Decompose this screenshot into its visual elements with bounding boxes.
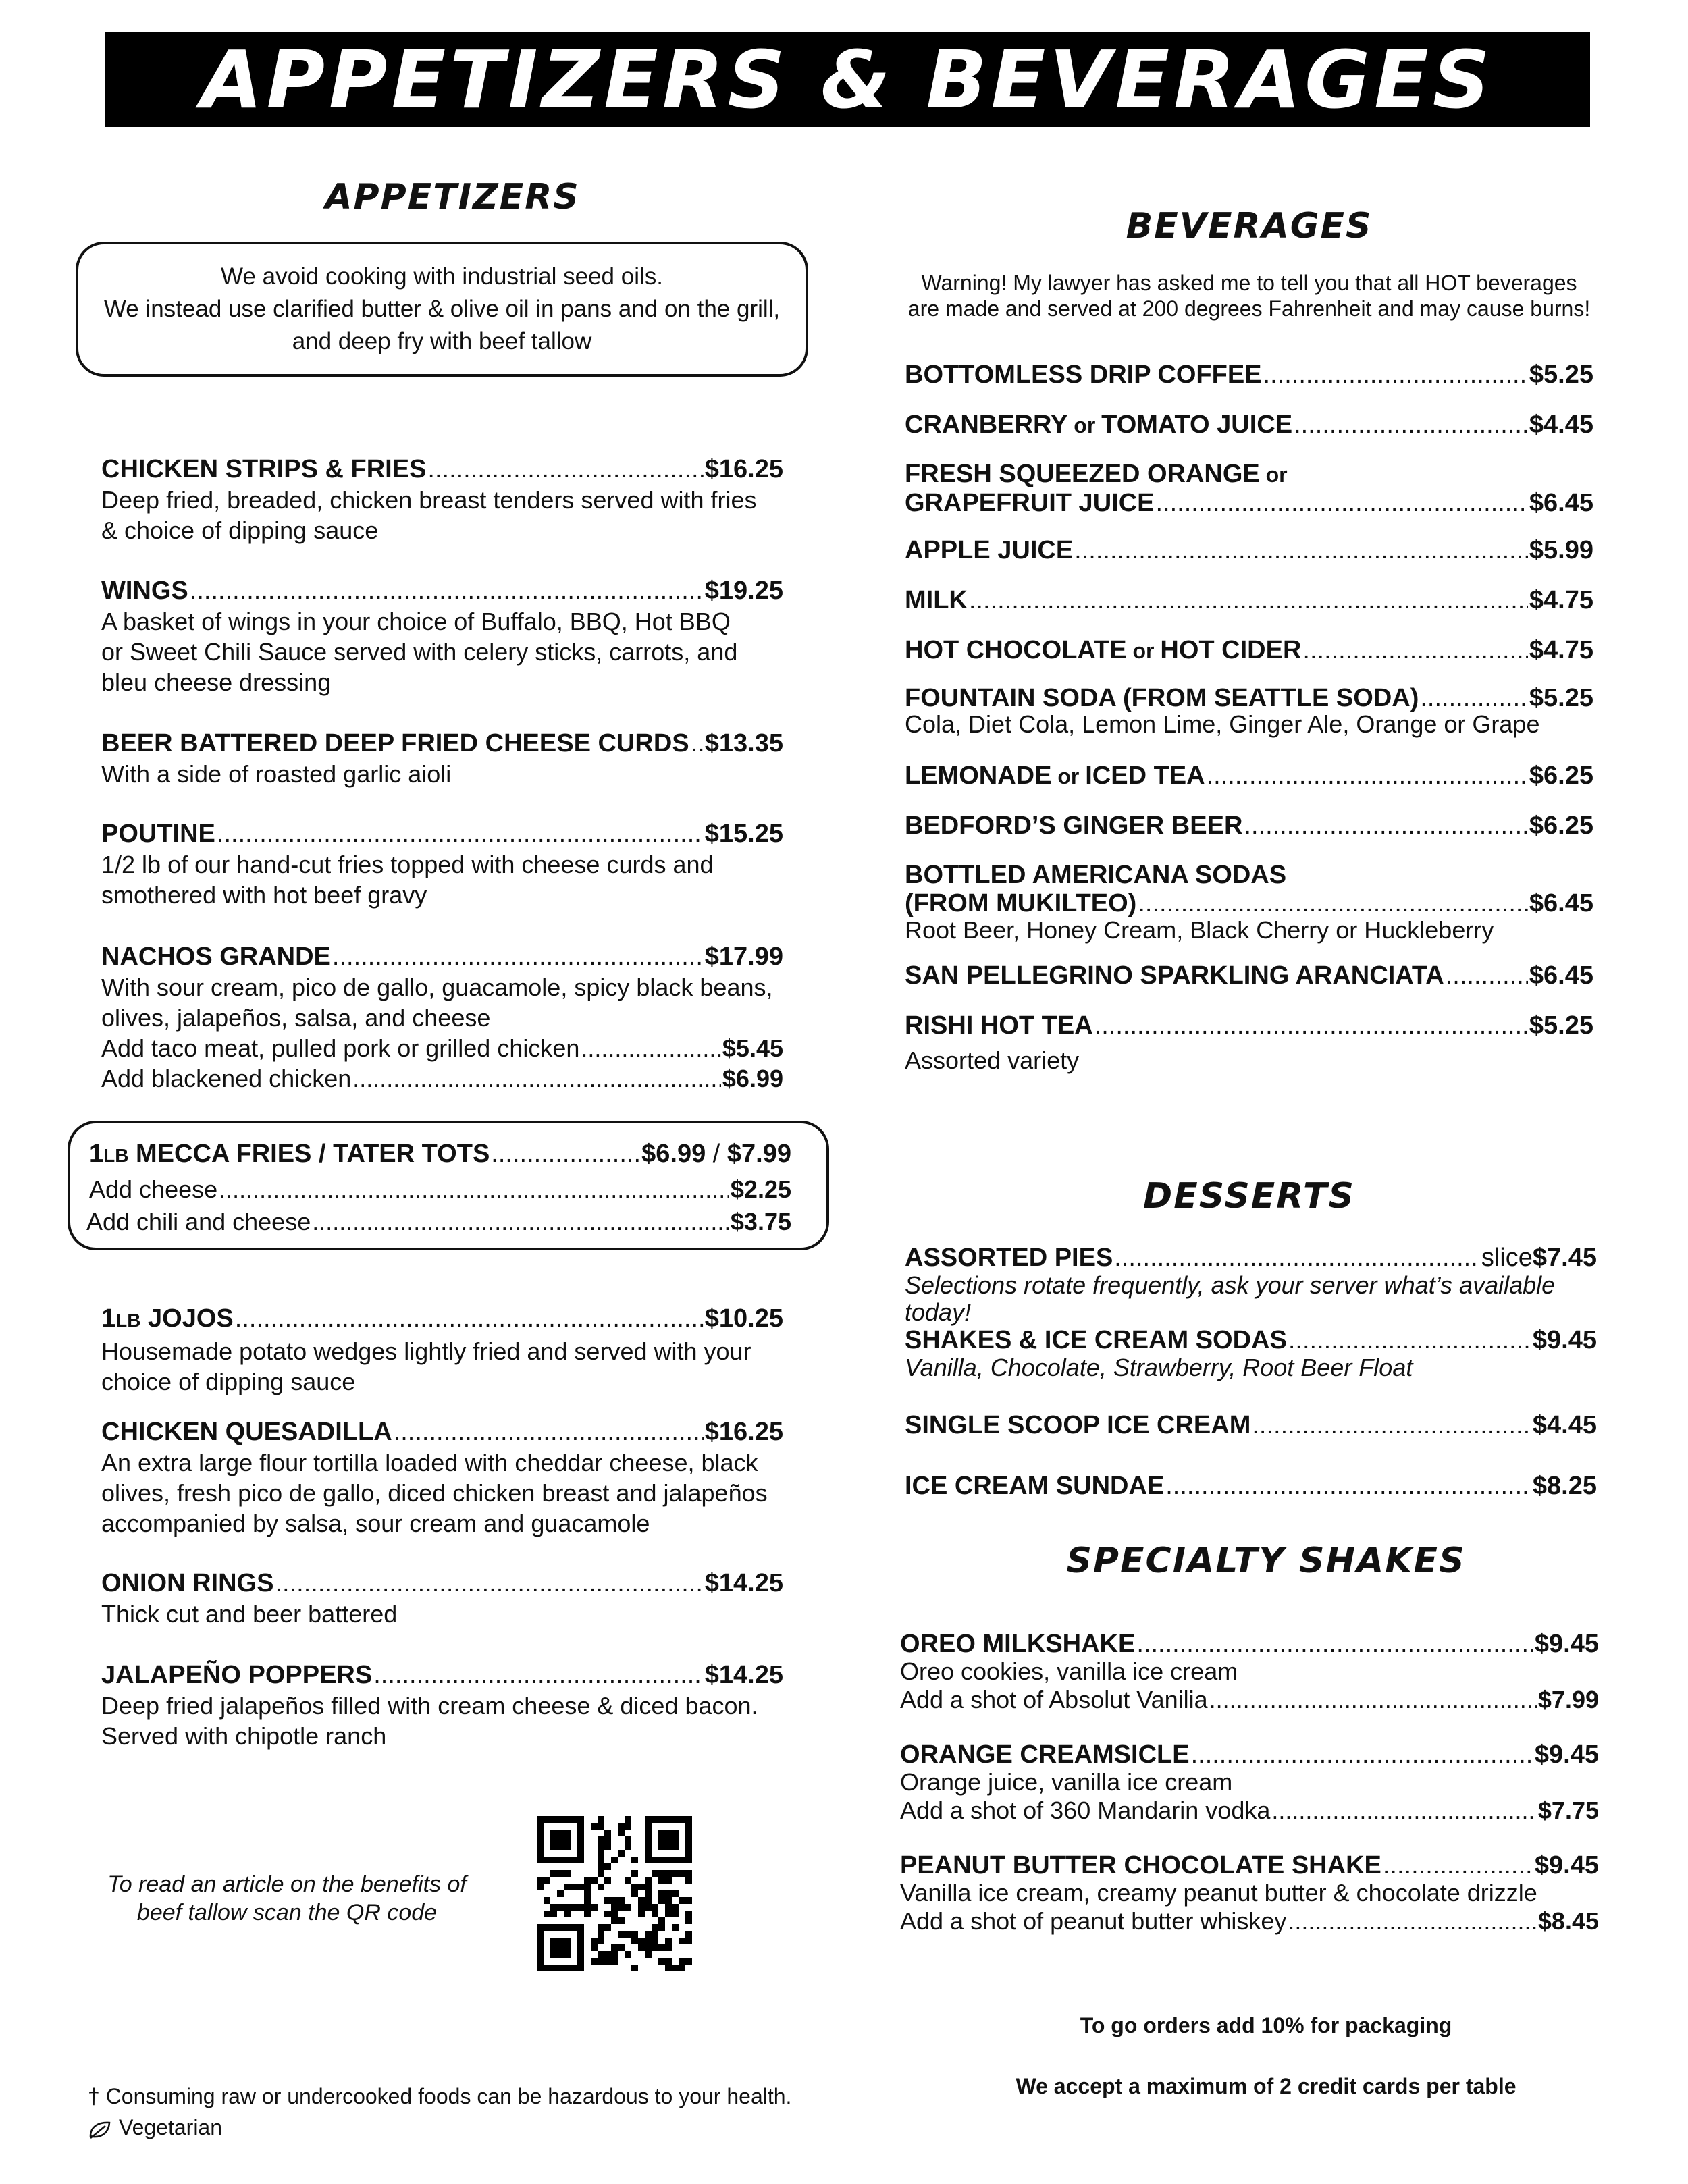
leader-dots [235, 1303, 704, 1334]
menu-item [101, 941, 783, 1094]
item-price: $15.25 [704, 820, 783, 848]
item-name: ASSORTED PIES [905, 1244, 1113, 1272]
item-description: choice of dipping sauce [101, 1368, 356, 1395]
qr-caption-line: To read an article on the benefits of [107, 1871, 467, 1897]
beverage-item [905, 635, 1593, 666]
leader-dots [1094, 1010, 1528, 1041]
leader-dots [1207, 760, 1528, 791]
item-description: Deep fried jalapeños filled with cream cheese & diced bacon. [101, 1692, 758, 1720]
item-description: accompanied by salsa, sour cream and guacamole [101, 1510, 650, 1537]
to-go-note: To go orders add 10% for packaging [1080, 2013, 1452, 2037]
item-description: A basket of wings in your choice of Buffalo, BBQ, Hot BBQ [101, 608, 731, 635]
item-price: $4.75 [1529, 586, 1593, 614]
leader-dots [1263, 359, 1528, 390]
leaf-icon [88, 2117, 112, 2137]
item-description: Assorted variety [905, 1046, 1080, 1074]
item-description: Root Beer, Honey Cream, Black Cherry or Huckleberry [905, 916, 1494, 944]
item-name: WINGS [101, 577, 188, 605]
item-name-line1: FRESH SQUEEZED ORANGE [905, 460, 1260, 488]
or-word: or [1067, 413, 1102, 437]
item-description: Housemade potato wedges lightly fried and served with your [101, 1337, 751, 1365]
seed-oil-note [76, 242, 808, 377]
leader-dots [1136, 1630, 1533, 1658]
addon-price: $8.45 [1537, 1907, 1599, 1935]
menu-item [101, 1568, 783, 1629]
item-name: BEDFORD’S GINGER BEER [905, 811, 1243, 840]
beverage-item [905, 810, 1593, 841]
hot-beverage-warning [878, 270, 1620, 321]
price-separator: / [706, 1140, 727, 1168]
leader-dots [1244, 810, 1528, 841]
beverage-item [905, 409, 1593, 441]
item-name: BOTTOMLESS DRIP COFFEE [905, 361, 1262, 389]
item-price: $16.25 [704, 455, 783, 483]
beverages-heading: BEVERAGES [1126, 206, 1373, 246]
addon-label: Add a shot of 360 Mandarin vodka [900, 1796, 1271, 1824]
shake-item [900, 1630, 1599, 1715]
item-name [905, 760, 1205, 792]
leader-dots [275, 1568, 703, 1599]
appetizers-heading: APPETIZERS [325, 177, 580, 217]
leader-dots [1155, 489, 1527, 516]
dessert-item [905, 1326, 1597, 1381]
qr-caption [81, 1870, 493, 1927]
note-line: and deep fry with beef tallow [292, 328, 592, 354]
item-price: $5.99 [1529, 536, 1593, 564]
item-name: POUTINE [101, 820, 215, 848]
item-price: $6.25 [1529, 811, 1593, 840]
leader-dots [1209, 1685, 1537, 1715]
item-description: or Sweet Chili Sauce served with celery sticks, carrots, and [101, 638, 738, 666]
item-name [905, 409, 1292, 441]
addon-label: Add taco meat, pulled pork or grilled chicken [101, 1034, 580, 1062]
item-name-first-line [905, 459, 1593, 489]
item-description: Deep fried, breaded, chicken breast tenders served with fries [101, 486, 757, 514]
item-name: JALAPEÑO POPPERS [101, 1661, 373, 1689]
fries-box-content [89, 1138, 791, 1171]
item-description: An extra large flour tortilla loaded with cheddar cheese, black [101, 1449, 758, 1476]
item-description: Vanilla, Chocolate, Strawberry, Root Beer Float [905, 1354, 1413, 1381]
item-description: Selections rotate frequently, ask your server what’s available today! [905, 1271, 1556, 1326]
item-name: (FROM MUKILTEO) [905, 889, 1137, 917]
vegetarian-legend [88, 2112, 864, 2143]
size-prefix: 1 [89, 1140, 104, 1168]
dessert-item [905, 1244, 1597, 1326]
menu-item [101, 728, 783, 789]
item-description: & choice of dipping sauce [101, 516, 379, 544]
price-small: $6.99 [641, 1140, 706, 1168]
item-description: olives, fresh pico de gallo, diced chicken breast and jalapeños [101, 1479, 768, 1507]
item-price: $9.45 [1534, 1630, 1599, 1658]
addon-label: Add chili and cheese [86, 1208, 311, 1235]
item-description: smothered with hot beef gravy [101, 881, 427, 909]
beverage-item [905, 760, 1593, 792]
item-description: With a side of roasted garlic aioli [101, 760, 452, 788]
item-price: $19.25 [704, 577, 783, 605]
item-description: Vanilla ice cream, creamy peanut butter & chocolate drizzle [900, 1879, 1537, 1907]
item-price: $5.25 [1529, 684, 1593, 712]
item-name-b: ICED TEA [1085, 762, 1205, 790]
item-name-b: HOT CIDER [1160, 636, 1302, 664]
item-name-text: MECCA FRIES / TATER TOTS [128, 1140, 490, 1168]
raw-food-warning: † Consuming raw or undercooked foods can be hazardous to your health. [88, 2084, 792, 2108]
leader-dots [394, 1416, 704, 1447]
item-name-first-line: BOTTLED AMERICANA SODAS [905, 861, 1287, 889]
size-prefix: 1 [101, 1304, 116, 1333]
leader-dots [332, 941, 704, 972]
item-price: $4.45 [1532, 1411, 1597, 1439]
item-price: $6.45 [1529, 889, 1593, 917]
item-name: OREO MILKSHAKE [900, 1630, 1136, 1658]
beverage-item [905, 459, 1593, 516]
fries-addons [86, 1173, 791, 1238]
item-name: SINGLE SCOOP ICE CREAM [905, 1411, 1251, 1439]
leader-dots [217, 818, 704, 849]
item-price: $6.25 [1529, 762, 1593, 790]
desserts-heading: DESSERTS [1143, 1176, 1355, 1217]
shake-item [900, 1740, 1599, 1826]
note-line: We instead use clarified butter & olive oil in pans and on the grill, [103, 296, 781, 322]
item-price: $17.99 [704, 942, 783, 971]
item-description: Thick cut and beer battered [101, 1600, 398, 1628]
or-word: or [1051, 764, 1086, 789]
footer [88, 2081, 864, 2143]
leader-dots [1252, 1410, 1531, 1441]
item-price: $5.25 [1529, 1011, 1593, 1040]
item-price: $6.45 [1529, 961, 1593, 990]
menu-item [101, 1416, 783, 1539]
item-name-text: JOJOS [140, 1304, 234, 1333]
menu-item [101, 454, 783, 545]
beverage-item [905, 685, 1593, 737]
page-banner [105, 32, 1590, 127]
item-name: GRAPEFRUIT JUICE [905, 489, 1155, 517]
leader-dots [1420, 685, 1528, 712]
item-price: $14.25 [704, 1661, 783, 1689]
item-name: RISHI HOT TEA [905, 1011, 1093, 1040]
item-description: Orange juice, vanilla ice cream [900, 1768, 1233, 1796]
beverage-item [905, 535, 1593, 566]
beverage-item [905, 1010, 1593, 1075]
item-name: SAN PELLEGRINO SPARKLING ARANCIATA [905, 961, 1444, 990]
item-name-b: TOMATO JUICE [1101, 410, 1293, 439]
vegetarian-label: Vegetarian [119, 2115, 223, 2139]
leader-dots [691, 728, 704, 759]
leader-dots [1288, 1326, 1531, 1354]
beverage-item [905, 860, 1593, 944]
size-unit: LB [115, 1310, 141, 1331]
item-name-a: LEMONADE [905, 762, 1052, 790]
leader-dots [1383, 1851, 1533, 1880]
item-name: NACHOS GRANDE [101, 942, 331, 971]
leader-dots [352, 1063, 721, 1094]
dessert-item [905, 1470, 1597, 1501]
size-unit: LB [103, 1145, 129, 1166]
specialty-shakes-heading: SPECIALTY SHAKES [1066, 1541, 1466, 1581]
leader-dots [1165, 1470, 1531, 1501]
item-name: MILK [905, 586, 968, 614]
menu-item [101, 575, 783, 697]
addon-label: Add a shot of Absolut Vanilia [900, 1686, 1208, 1713]
item-name: CHICKEN STRIPS & FRIES [101, 455, 427, 483]
leader-dots [1302, 635, 1528, 666]
item-description: 1/2 lb of our hand-cut fries topped with cheese curds and [101, 851, 714, 878]
warning-line: Warning! My lawyer has asked me to tell you that all HOT beverages [921, 271, 1577, 295]
item-price: $9.45 [1534, 1740, 1599, 1769]
item-price: $13.35 [704, 729, 783, 757]
credit-card-note: We accept a maximum of 2 credit cards per table [1016, 2074, 1516, 2098]
item-name: ORANGE CREAMSICLE [900, 1740, 1190, 1769]
item-name: SHAKES & ICE CREAM SODAS [905, 1326, 1287, 1354]
leader-dots [1271, 1796, 1537, 1826]
leader-dots [1114, 1244, 1480, 1272]
addon-price: $2.25 [730, 1175, 791, 1203]
item-price: $4.75 [1529, 636, 1593, 664]
item-price: $9.45 [1532, 1326, 1597, 1354]
item-price [641, 1138, 791, 1169]
addon-price: $7.99 [1537, 1686, 1599, 1713]
item-description: Oreo cookies, vanilla ice cream [900, 1657, 1238, 1685]
beverage-item [905, 359, 1593, 390]
addon-price: $3.75 [730, 1208, 791, 1235]
item-price: $10.25 [704, 1304, 783, 1333]
item-name: FOUNTAIN SODA (FROM SEATTLE SODA) [905, 684, 1419, 712]
item-price: $9.45 [1534, 1851, 1599, 1880]
item-name: APPLE JUICE [905, 536, 1074, 564]
shake-item [900, 1851, 1599, 1936]
beverage-item [905, 960, 1593, 991]
addon-label: Add cheese [89, 1175, 218, 1203]
or-word: or [1126, 639, 1161, 663]
item-name [89, 1138, 490, 1171]
addon-price: $5.45 [722, 1034, 783, 1062]
leader-dots [312, 1206, 729, 1238]
qr-caption-line: beef tallow scan the QR code [136, 1900, 438, 1925]
leader-dots [491, 1138, 640, 1169]
addon-price: $6.99 [722, 1065, 783, 1092]
item-description: bleu cheese dressing [101, 668, 332, 696]
leader-dots [1288, 1907, 1537, 1936]
qr-code[interactable] [537, 1816, 692, 1971]
page-title: APPETIZERS & BEVERAGES [201, 33, 1494, 126]
leader-dots [1294, 409, 1528, 440]
leader-dots [581, 1033, 721, 1063]
item-description: Served with chipotle ranch [101, 1722, 387, 1750]
item-price: $5.25 [1529, 361, 1593, 389]
item-price: $8.25 [1532, 1472, 1597, 1500]
leader-dots [219, 1173, 729, 1206]
item-name: BEER BATTERED DEEP FRIED CHEESE CURDS [101, 729, 689, 757]
leader-dots [1138, 890, 1528, 917]
item-price: $16.25 [704, 1418, 783, 1446]
item-description: Cola, Diet Cola, Lemon Lime, Ginger Ale, Orange or Grape [905, 710, 1540, 738]
note-line: We avoid cooking with industrial seed oils. [221, 263, 663, 290]
menu-item [101, 1303, 783, 1397]
addon-label: Add a shot of peanut butter whiskey [900, 1907, 1287, 1935]
item-name-a: HOT CHOCOLATE [905, 636, 1127, 664]
item-name: ICE CREAM SUNDAE [905, 1472, 1165, 1500]
item-price: $7.45 [1532, 1244, 1597, 1272]
item-name: ONION RINGS [101, 1569, 274, 1597]
or-word: or [1259, 462, 1288, 487]
addon-label: Add blackened chicken [101, 1065, 352, 1092]
item-price: $6.45 [1529, 489, 1593, 517]
item-price: $4.45 [1529, 410, 1593, 439]
item-description: olives, jalapeños, salsa, and cheese [101, 1004, 491, 1032]
price-large: $7.99 [727, 1140, 791, 1168]
menu-item [101, 818, 783, 910]
menu-item [101, 1659, 783, 1751]
price-qualifier: slice [1481, 1244, 1533, 1272]
item-name [101, 1303, 234, 1336]
leader-dots [190, 575, 704, 606]
addon-price: $7.75 [1537, 1796, 1599, 1824]
item-name-a: CRANBERRY [905, 410, 1068, 439]
leader-dots [969, 585, 1528, 616]
item-name: PEANUT BUTTER CHOCOLATE SHAKE [900, 1851, 1381, 1880]
leader-dots [427, 454, 703, 485]
item-name [905, 635, 1301, 666]
leader-dots [373, 1659, 704, 1690]
leader-dots [1074, 535, 1528, 566]
dessert-item [905, 1410, 1597, 1441]
warning-line: are made and served at 200 degrees Fahrenheit and may cause burns! [907, 296, 1591, 321]
leader-dots [1191, 1740, 1533, 1769]
beverage-item [905, 585, 1593, 616]
item-description: With sour cream, pico de gallo, guacamole, spicy black beans, [101, 974, 773, 1001]
leader-dots [1446, 960, 1528, 991]
item-name: CHICKEN QUESADILLA [101, 1418, 392, 1446]
item-price: $14.25 [704, 1569, 783, 1597]
